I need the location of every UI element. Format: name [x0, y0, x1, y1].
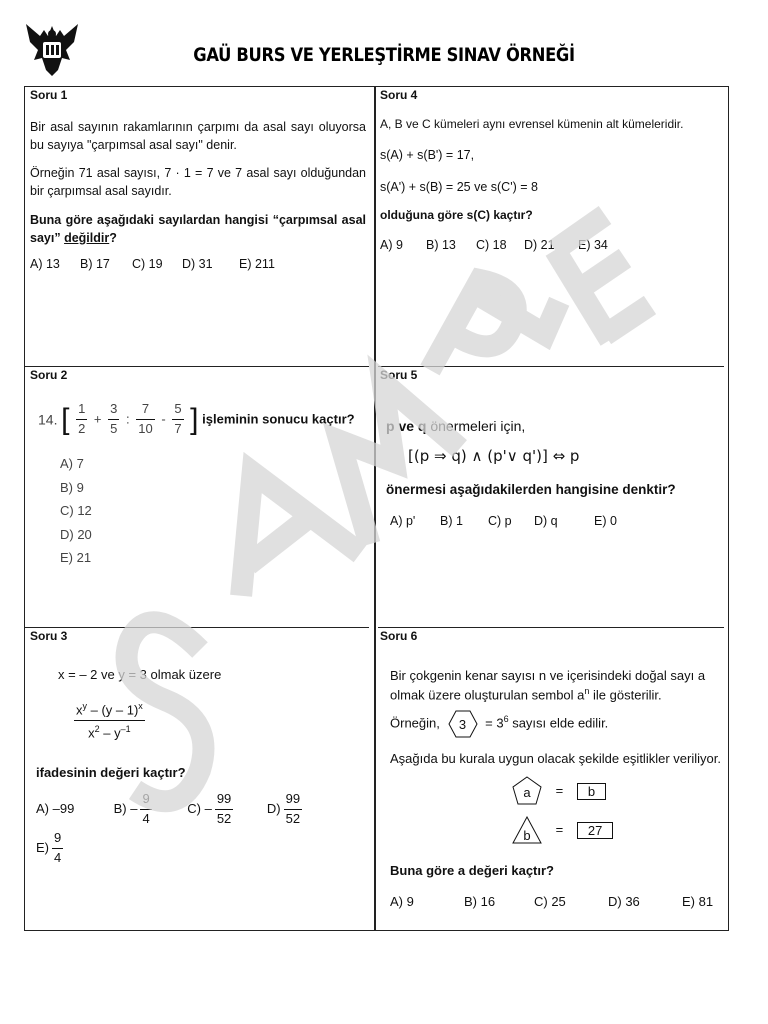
grid-divider-row1-left — [24, 366, 369, 367]
question-6-definition: Bir çokgenin kenar sayısı n ve içerisindeki doğal sayı a olmak üzere oluşturulan sembol $a^n$ ile gösterilir. — [390, 668, 706, 703]
question-6-rule: Aşağıda bu kurala uygun olacak şekilde eşitlikler veriliyor. — [390, 751, 721, 766]
question-1-options — [30, 255, 366, 273]
question-2-options — [60, 452, 92, 570]
option-d[interactable]: D) 21 — [524, 238, 555, 253]
fraction-1: $\frac{1}{2}$ — [78, 401, 86, 437]
option-c[interactable]: C) 19 — [132, 256, 163, 271]
option-d[interactable]: D) q — [534, 514, 558, 528]
option-b[interactable]: B) – $\frac{9}{4}$ — [113, 791, 150, 826]
grid-divider-row2-left — [24, 627, 369, 628]
question-4-options — [380, 236, 725, 254]
question-6-prompt: Buna göre a değeri kaçtır? — [390, 863, 554, 878]
hexagon-icon: 3 — [448, 710, 478, 738]
question-1-example: Örneğin 71 asal sayısı, 7 · 1 = 7 ve 7 asal sayı olduğundan bir çarpımsal asal sayıdır. — [30, 166, 366, 199]
question-6-equation-1: a = b — [512, 776, 606, 806]
option-d[interactable]: D) 31 — [182, 256, 213, 271]
option-b[interactable]: B) 9 — [60, 479, 84, 495]
option-a[interactable]: A) 9 — [390, 894, 414, 909]
option-d[interactable]: D) 20 — [60, 526, 92, 542]
page-title: GAÜ BURS VE YERLEŞTİRME SINAV ÖRNEĞİ — [193, 44, 575, 66]
question-5-prompt: önermesi aşağıdakilerden hangisine denktir? — [386, 482, 676, 497]
bracket-close: ] — [190, 403, 199, 436]
question-2-prompt: işleminin sonucu kaçtır? — [202, 411, 355, 427]
fraction-2: $\frac{3}{5}$ — [110, 401, 118, 437]
question-4-line-3: s(A') + s(B) = 25 ve s(C') = 8 — [380, 179, 538, 194]
operator-minus: - — [161, 411, 166, 427]
grid-divider-row2-right — [378, 627, 724, 628]
option-c[interactable]: C) 25 — [534, 894, 566, 909]
question-3-options — [36, 790, 366, 867]
question-3-expression: $\frac{x^y - (y - 1)^x}{x^2 - y^{-1}}$ — [76, 701, 143, 741]
option-b[interactable]: B) 13 — [426, 238, 456, 253]
grid-divider-row1-right — [378, 366, 724, 367]
option-b[interactable]: B) 16 — [464, 894, 496, 909]
question-6-options — [390, 893, 713, 912]
question-1-definition: Bir asal sayının rakamlarının çarpımı da asal sayı oluyorsa bu sayıya "çarpımsal asal sayı" denir. — [30, 120, 366, 153]
option-c[interactable]: C) 12 — [60, 503, 92, 518]
question-1-label: Soru 1 — [30, 88, 68, 102]
bracket-open: [ — [61, 403, 70, 436]
option-a[interactable]: A) 9 — [380, 238, 403, 253]
question-2-number: 14. — [38, 411, 58, 428]
option-c[interactable]: C) 18 — [476, 238, 507, 253]
question-2-label: Soru 2 — [30, 368, 68, 382]
option-d[interactable]: D) $\frac{99}{52}$ — [266, 791, 301, 826]
question-3-condition: x = – 2 ve y = 3 olmak üzere — [58, 667, 222, 682]
question-4-line-2: s(A) + s(B') = 17, — [380, 148, 475, 163]
question-6-equation-2: b = 27 — [512, 816, 613, 844]
option-d[interactable]: D) 36 — [608, 894, 640, 909]
question-4-line-1: A, B ve C kümeleri aynı evrensel kümenin alt kümeleridir. — [380, 117, 684, 131]
question-1-text — [30, 118, 366, 273]
question-4-prompt: olduğuna göre s(C) kaçtır? — [380, 207, 533, 222]
option-e[interactable]: E) 81 — [682, 894, 714, 909]
option-a[interactable]: A) –99 — [36, 800, 75, 816]
option-e[interactable]: E) 211 — [239, 256, 275, 271]
question-3-label: Soru 3 — [30, 629, 68, 643]
fraction-4: $\frac{5}{7}$ — [174, 401, 182, 437]
question-1-prompt: Buna göre aşağıdaki sayılardan hangisi “çarpımsal asal sayı” değildir? — [30, 212, 366, 245]
question-5-intro: p ve q önermeleri için, — [386, 418, 526, 434]
question-2-expression — [38, 398, 368, 442]
option-e[interactable]: E) $\frac{9}{4}$ — [36, 829, 62, 865]
option-e[interactable]: E) 0 — [594, 514, 617, 528]
operator-divide: : — [126, 411, 130, 427]
option-c[interactable]: C) p — [488, 514, 512, 528]
question-5-options — [390, 512, 617, 530]
pentagon-icon: a — [512, 776, 542, 806]
option-a[interactable]: A) p' — [390, 514, 416, 528]
grid-divider-vertical — [374, 86, 376, 931]
question-3-prompt: ifadesinin değeri kaçtır? — [36, 765, 186, 780]
option-a[interactable]: A) 13 — [30, 256, 60, 271]
question-5-label: Soru 5 — [380, 368, 418, 382]
option-b[interactable]: B) 1 — [440, 514, 463, 528]
option-b[interactable]: B) 17 — [80, 256, 110, 271]
question-6-example: Örneğin, 3 = $3^6$ sayısı elde edilir. — [390, 710, 608, 738]
option-c[interactable]: C) – $\frac{99}{52}$ — [187, 791, 232, 826]
operator-plus: + — [93, 411, 102, 427]
option-a[interactable]: A) 7 — [60, 456, 84, 471]
fraction-3: $\frac{7}{10}$ — [138, 401, 153, 437]
question-5-formula: [(p ⇒ q) ∧ (p'∨ q')] ⇔ p — [408, 447, 580, 465]
question-4-label: Soru 4 — [380, 88, 418, 102]
question-6-label: Soru 6 — [380, 629, 418, 643]
option-e[interactable]: E) 21 — [60, 550, 92, 565]
triangle-icon: b — [512, 816, 542, 844]
option-e[interactable]: E) 34 — [578, 238, 608, 253]
question-4-text — [380, 116, 725, 254]
